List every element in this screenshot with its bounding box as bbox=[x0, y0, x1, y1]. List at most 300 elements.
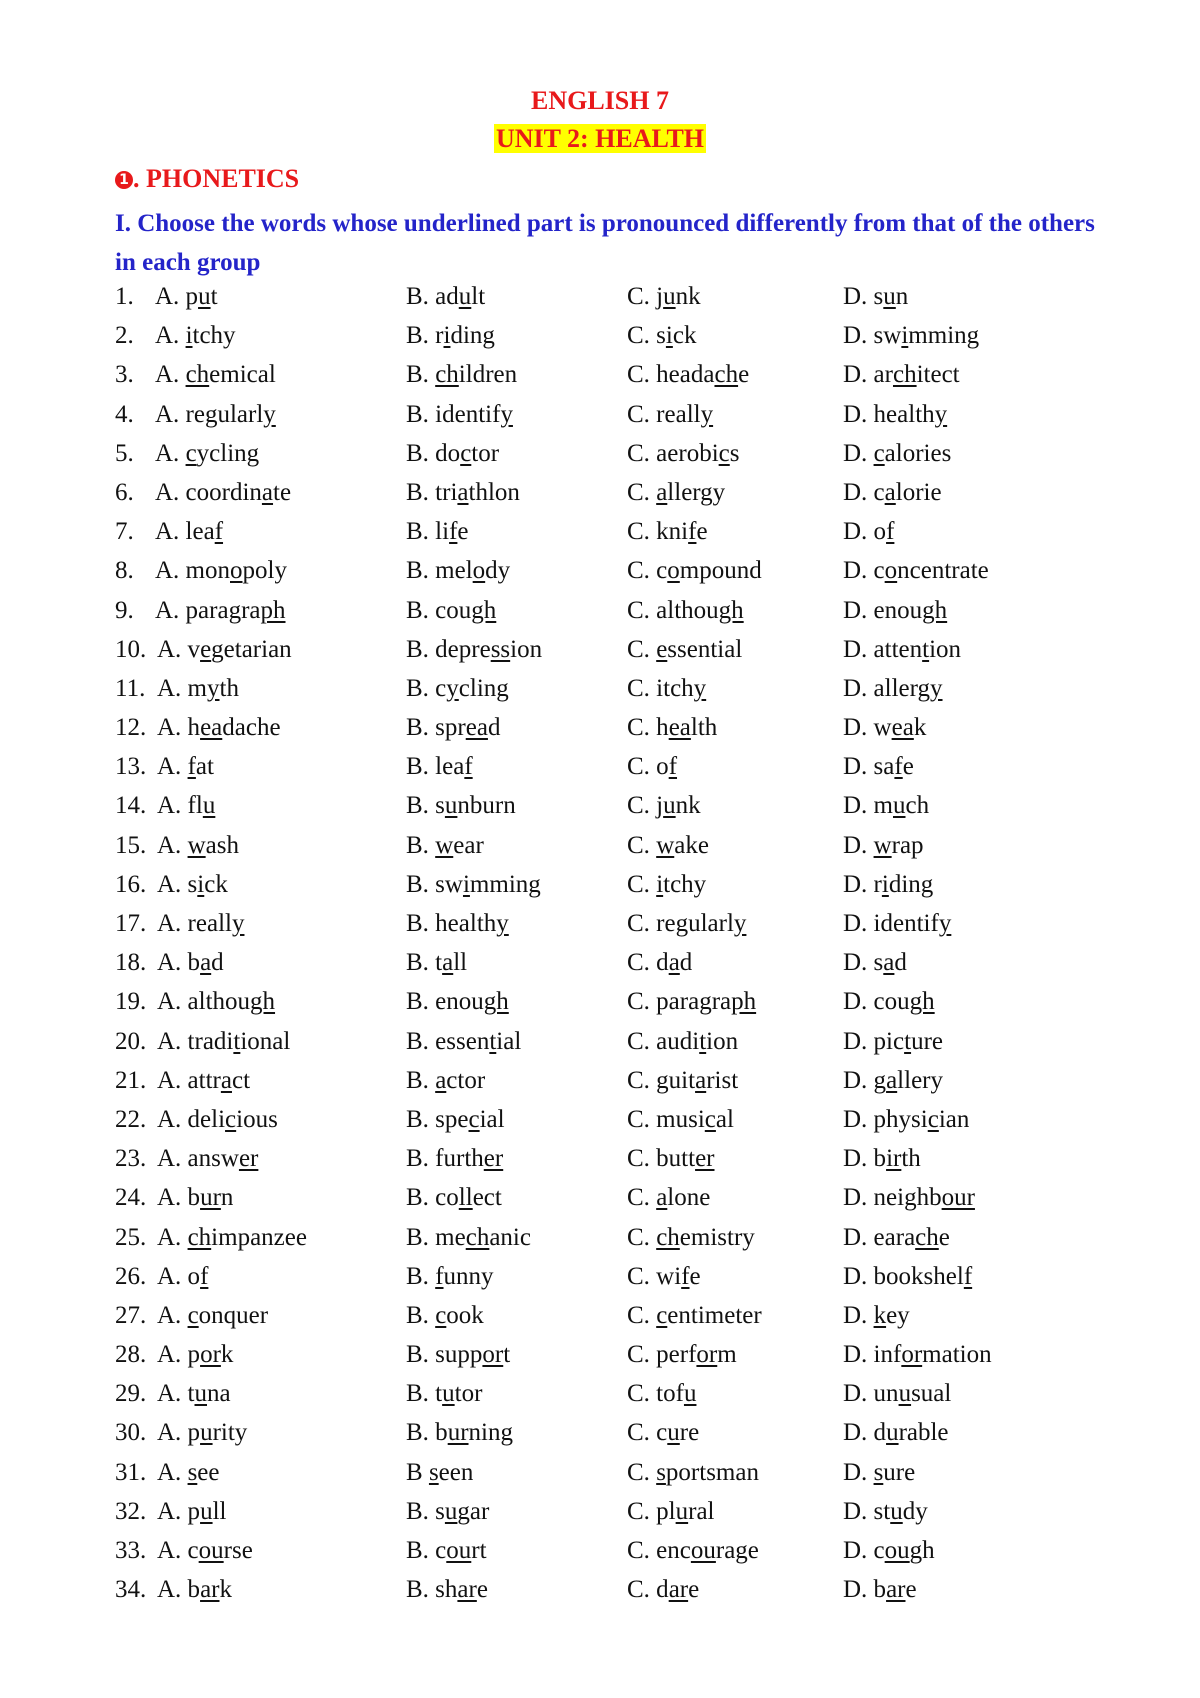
question-row bbox=[115, 1341, 1115, 1380]
underlined-part: y bbox=[500, 400, 513, 428]
underlined-part: y bbox=[700, 400, 714, 428]
underlined-part: e bbox=[200, 635, 212, 663]
underlined-part: a bbox=[656, 478, 668, 506]
option-a: A. bark bbox=[157, 1576, 232, 1604]
option-a: A. chemical bbox=[155, 361, 276, 389]
option-a: A. coordinate bbox=[155, 478, 292, 506]
underlined-part: t bbox=[489, 1027, 497, 1055]
option-c: C. compound bbox=[627, 557, 762, 585]
underlined-part: y bbox=[934, 400, 948, 428]
underlined-part: gh bbox=[922, 596, 948, 624]
option-c: C. wake bbox=[627, 831, 709, 859]
question-number: 14. bbox=[115, 792, 147, 820]
underlined-part: ar bbox=[200, 1576, 220, 1604]
option-a: A. attract bbox=[157, 1066, 251, 1094]
underlined-part: ch bbox=[714, 361, 739, 389]
underlined-part: er bbox=[483, 1145, 504, 1173]
question-number: 22. bbox=[115, 1105, 147, 1133]
circled-number-icon: 1 bbox=[115, 171, 133, 189]
underlined-part: ph bbox=[731, 988, 757, 1016]
question-row bbox=[115, 322, 1115, 361]
underlined-part: i bbox=[443, 322, 451, 350]
underlined-part: u bbox=[200, 1419, 213, 1447]
option-a: A. answer bbox=[157, 1145, 259, 1173]
underlined-part: a bbox=[261, 478, 274, 506]
option-b: B. further bbox=[406, 1145, 504, 1173]
underlined-part: ea bbox=[465, 714, 488, 742]
option-c: C. dad bbox=[627, 949, 693, 977]
underlined-part: u bbox=[883, 283, 896, 310]
question-row bbox=[115, 871, 1115, 910]
underlined-part: k bbox=[873, 1301, 887, 1329]
underlined-part: u bbox=[442, 1380, 455, 1408]
underlined-part: i bbox=[881, 870, 889, 898]
option-a: A. sick bbox=[157, 870, 228, 898]
option-c: C. sportsman bbox=[627, 1458, 759, 1486]
option-c: C. health bbox=[627, 714, 718, 742]
option-a: A. monopoly bbox=[155, 557, 287, 585]
underlined-part: ea bbox=[891, 714, 914, 742]
underlined-part: a bbox=[457, 478, 469, 506]
underlined-part: i bbox=[656, 870, 664, 898]
underlined-part: a bbox=[883, 949, 895, 977]
option-b: B. essential bbox=[406, 1027, 522, 1055]
option-a: A. delicious bbox=[157, 1105, 278, 1133]
option-a: A. chimpanzee bbox=[157, 1223, 307, 1251]
question-number: 34. bbox=[115, 1576, 147, 1604]
underlined-part: ea bbox=[668, 714, 691, 742]
option-a: A. pork bbox=[157, 1341, 234, 1369]
underlined-part: er bbox=[695, 1145, 715, 1173]
option-c: C. dare bbox=[627, 1576, 700, 1604]
option-d: D. enough bbox=[843, 596, 948, 624]
question-row bbox=[115, 1576, 1115, 1615]
underlined-part: ar bbox=[668, 1576, 689, 1604]
underlined-part: u bbox=[898, 1380, 912, 1408]
underlined-part: u bbox=[200, 1497, 213, 1525]
option-c: C. sick bbox=[627, 322, 697, 350]
option-b: B. sugar bbox=[406, 1497, 490, 1525]
option-b: B. children bbox=[406, 361, 518, 389]
underlined-part: f bbox=[214, 518, 224, 546]
question-number: 30. bbox=[115, 1419, 147, 1447]
option-a: A. conquer bbox=[157, 1301, 269, 1329]
question-number: 15. bbox=[115, 831, 147, 859]
underlined-part: ea bbox=[200, 714, 223, 742]
question-number: 4. bbox=[115, 400, 134, 428]
option-c: C. wife bbox=[627, 1262, 701, 1290]
question-number: 17. bbox=[115, 910, 147, 937]
underlined-part: f bbox=[681, 1262, 690, 1290]
option-a: A. fat bbox=[157, 753, 214, 781]
question-number: 12. bbox=[115, 714, 147, 742]
underlined-part: u bbox=[198, 283, 211, 310]
option-d: D. key bbox=[843, 1301, 910, 1329]
option-d: D. cough bbox=[843, 988, 935, 1016]
underlined-part: u bbox=[890, 1497, 903, 1525]
underlined-part: ph bbox=[260, 596, 286, 624]
underlined-part: c bbox=[185, 439, 197, 467]
underlined-part: a bbox=[442, 949, 454, 977]
underlined-part: or bbox=[200, 1341, 221, 1369]
question-row bbox=[115, 636, 1115, 675]
question-number: 32. bbox=[115, 1497, 147, 1525]
option-b: B. actor bbox=[406, 1066, 486, 1094]
underlined-part: gh bbox=[471, 596, 497, 624]
question-row bbox=[115, 283, 1115, 322]
underlined-part: ch bbox=[656, 1223, 680, 1251]
section-heading-label: . PHONETICS bbox=[133, 164, 300, 193]
question-number: 26. bbox=[115, 1262, 147, 1290]
option-c: C. although bbox=[627, 596, 744, 624]
option-c: C. tofu bbox=[627, 1380, 697, 1408]
underlined-part: f bbox=[963, 1262, 973, 1290]
underlined-part: gh bbox=[250, 988, 276, 1016]
question-number: 27. bbox=[115, 1301, 147, 1329]
option-d: D. safe bbox=[843, 753, 914, 781]
underlined-part: u bbox=[458, 283, 472, 310]
question-number: 18. bbox=[115, 949, 147, 977]
underlined-part: c bbox=[718, 439, 730, 467]
underlined-part: ur bbox=[200, 1184, 221, 1212]
option-b: B. tall bbox=[406, 949, 468, 977]
underlined-part: u bbox=[202, 792, 216, 820]
option-b: B. adult bbox=[406, 283, 486, 310]
option-b: B. melody bbox=[406, 557, 511, 585]
question-number: 5. bbox=[115, 439, 134, 467]
underlined-part: s bbox=[656, 1458, 666, 1486]
question-row bbox=[115, 1106, 1115, 1145]
option-a: A. regularly bbox=[155, 400, 276, 428]
underlined-part: f bbox=[187, 753, 196, 781]
underlined-part: o bbox=[884, 557, 898, 585]
option-a: A. paragraph bbox=[155, 596, 286, 624]
underlined-part: gh bbox=[909, 988, 935, 1016]
underlined-part: ur bbox=[447, 1419, 469, 1447]
underlined-part: c bbox=[435, 1301, 447, 1329]
option-c: C. itchy bbox=[627, 674, 707, 702]
underlined-part: ar bbox=[886, 1576, 906, 1604]
underlined-part: ir bbox=[886, 1145, 902, 1173]
question-number: 28. bbox=[115, 1341, 147, 1369]
question-row bbox=[115, 361, 1115, 400]
underlined-part: c bbox=[468, 1105, 480, 1133]
question-row bbox=[115, 1263, 1115, 1302]
option-c: C. essential bbox=[627, 635, 743, 663]
underlined-part: ch bbox=[435, 361, 459, 389]
option-c: C. of bbox=[627, 753, 678, 781]
underlined-part: or bbox=[901, 1341, 923, 1369]
option-c: C. audition bbox=[627, 1027, 739, 1055]
question-number: 3. bbox=[115, 361, 134, 389]
option-c: C. junk bbox=[627, 283, 701, 310]
option-b: B. triathlon bbox=[406, 478, 520, 506]
question-number: 11. bbox=[115, 674, 146, 702]
question-row bbox=[115, 479, 1115, 518]
underlined-part: our bbox=[941, 1184, 975, 1212]
option-d: D. much bbox=[843, 792, 930, 820]
underlined-part: y bbox=[207, 674, 220, 702]
option-a: A. course bbox=[157, 1537, 253, 1564]
underlined-part: ll bbox=[458, 1184, 473, 1212]
option-a: A. of bbox=[157, 1262, 209, 1290]
underlined-part: c bbox=[460, 439, 472, 467]
option-d: D. unusual bbox=[843, 1380, 952, 1408]
option-a: A. tuna bbox=[157, 1380, 231, 1408]
question-number: 8. bbox=[115, 557, 134, 585]
option-d: D. calorie bbox=[843, 478, 942, 506]
option-b: B. tutor bbox=[406, 1380, 483, 1408]
underlined-part: y bbox=[263, 400, 276, 428]
option-a: A. although bbox=[157, 988, 276, 1016]
underlined-part: o bbox=[472, 557, 486, 585]
question-row bbox=[115, 988, 1115, 1027]
option-a: A. purity bbox=[157, 1419, 248, 1447]
question-number: 24. bbox=[115, 1184, 147, 1212]
underlined-part: y bbox=[938, 910, 952, 937]
exercise-instruction: I. Choose the words whose underlined part is pronounced differently from that of the others in each group bbox=[115, 210, 1095, 276]
underlined-part: u bbox=[886, 1419, 899, 1447]
question-row bbox=[115, 792, 1115, 831]
question-number: 13. bbox=[115, 753, 147, 781]
underlined-part: a bbox=[200, 949, 212, 977]
option-b: B. enough bbox=[406, 988, 509, 1016]
underlined-part: gh bbox=[718, 596, 744, 624]
question-row bbox=[115, 1302, 1115, 1341]
option-d: D. physician bbox=[843, 1105, 970, 1133]
option-d: D. attention bbox=[843, 635, 962, 663]
underlined-part: or bbox=[482, 1341, 504, 1369]
underlined-part: w bbox=[435, 831, 454, 859]
underlined-part: f bbox=[435, 1262, 444, 1290]
option-d: D. wrap bbox=[843, 831, 924, 859]
option-b: B. riding bbox=[406, 322, 495, 350]
question-number: 16. bbox=[115, 870, 147, 898]
option-b: B. doctor bbox=[406, 439, 500, 467]
question-row bbox=[115, 1224, 1115, 1263]
option-c: C. junk bbox=[627, 792, 701, 820]
option-d: D. concentrate bbox=[843, 557, 989, 585]
option-c: C. plural bbox=[627, 1497, 715, 1525]
option-d: D. birth bbox=[843, 1145, 921, 1173]
option-d: D. earache bbox=[843, 1223, 950, 1251]
underlined-part: i bbox=[665, 322, 673, 350]
option-b: B. leaf bbox=[406, 753, 473, 781]
option-a: A. vegetarian bbox=[157, 635, 292, 663]
underlined-part: o bbox=[230, 557, 243, 585]
question-row bbox=[115, 1498, 1115, 1537]
underlined-part: o bbox=[667, 557, 680, 585]
underlined-part: c bbox=[927, 1105, 939, 1133]
option-c: C. centimeter bbox=[627, 1301, 762, 1329]
option-d: D. sad bbox=[843, 949, 907, 977]
option-b: B seen bbox=[406, 1458, 474, 1486]
option-b: B. funny bbox=[406, 1262, 494, 1290]
option-b: B. special bbox=[406, 1105, 505, 1133]
option-c: C. really bbox=[627, 400, 714, 428]
underlined-part: ou bbox=[884, 1537, 910, 1564]
underlined-part: t bbox=[699, 1027, 707, 1055]
question-number: 1. bbox=[115, 283, 134, 310]
option-d: D. riding bbox=[843, 870, 934, 898]
question-number: 33. bbox=[115, 1537, 147, 1564]
question-row bbox=[115, 1419, 1115, 1458]
question-row bbox=[115, 753, 1115, 792]
underlined-part: u bbox=[194, 1380, 207, 1408]
underlined-part: a bbox=[435, 1066, 447, 1094]
question-number: 21. bbox=[115, 1066, 147, 1094]
option-d: D. calories bbox=[843, 439, 952, 467]
option-d: D. bare bbox=[843, 1576, 917, 1604]
option-c: C. encourage bbox=[627, 1537, 759, 1564]
underlined-part: w bbox=[656, 831, 675, 859]
option-b: B. mechanic bbox=[406, 1223, 531, 1251]
option-b: B. cycling bbox=[406, 674, 509, 702]
underlined-part: u bbox=[444, 1497, 458, 1525]
question-row bbox=[115, 1184, 1115, 1223]
option-c: C. knife bbox=[627, 518, 708, 546]
option-d: D. weak bbox=[843, 714, 927, 742]
question-row bbox=[115, 949, 1115, 988]
option-b: B. swimming bbox=[406, 870, 541, 898]
underlined-part: f bbox=[200, 1262, 209, 1290]
option-b: B. healthy bbox=[406, 910, 509, 937]
question-row bbox=[115, 440, 1115, 479]
question-row bbox=[115, 557, 1115, 596]
underlined-part: y bbox=[693, 674, 707, 702]
underlined-part: a bbox=[220, 1066, 232, 1094]
option-a: A. flu bbox=[157, 792, 216, 820]
question-number: 9. bbox=[115, 596, 134, 624]
underlined-part: y bbox=[446, 674, 459, 702]
option-c: C. headache bbox=[627, 361, 750, 389]
underlined-part: c bbox=[656, 1301, 668, 1329]
underlined-part: ch bbox=[915, 1223, 939, 1251]
underlined-part: t bbox=[904, 1027, 912, 1055]
option-c: C. chemistry bbox=[627, 1223, 755, 1251]
option-a: A. leaf bbox=[155, 518, 224, 546]
option-b: B. sunburn bbox=[406, 792, 516, 820]
question-number: 2. bbox=[115, 322, 134, 350]
option-d: D. cough bbox=[843, 1537, 935, 1564]
question-number: 29. bbox=[115, 1380, 147, 1408]
option-a: A. put bbox=[155, 283, 218, 310]
option-b: B. depression bbox=[406, 635, 543, 663]
option-a: A. really bbox=[157, 910, 245, 937]
option-b: B. spread bbox=[406, 714, 501, 742]
underlined-part: u bbox=[663, 283, 676, 310]
option-d: D. information bbox=[843, 1341, 992, 1369]
option-d: D. study bbox=[843, 1497, 928, 1525]
question-row bbox=[115, 401, 1115, 440]
underlined-part: a bbox=[886, 1066, 898, 1094]
option-a: A. itchy bbox=[155, 322, 236, 350]
option-d: D. sun bbox=[843, 283, 909, 310]
underlined-part: i bbox=[185, 322, 193, 350]
underlined-part: a bbox=[695, 1066, 707, 1094]
underlined-part: c bbox=[873, 439, 885, 467]
underlined-part: i bbox=[901, 322, 909, 350]
question-number: 31. bbox=[115, 1458, 147, 1486]
underlined-part: u bbox=[683, 1380, 697, 1408]
underlined-part: f bbox=[894, 753, 903, 781]
option-c: C. alone bbox=[627, 1184, 711, 1212]
underlined-part: w bbox=[873, 831, 892, 859]
underlined-part: y bbox=[733, 910, 747, 937]
underlined-part: f bbox=[464, 753, 473, 781]
unit-heading-text: UNIT 2: HEALTH bbox=[495, 124, 705, 153]
underlined-part: t bbox=[233, 1027, 241, 1055]
option-d: D. neighbour bbox=[843, 1184, 975, 1212]
underlined-part: f bbox=[886, 518, 895, 546]
option-d: D. durable bbox=[843, 1419, 949, 1447]
option-b: B. cough bbox=[406, 596, 497, 624]
option-d: D. of bbox=[843, 518, 895, 546]
underlined-part: ou bbox=[446, 1537, 472, 1564]
option-c: C. itchy bbox=[627, 870, 707, 898]
question-row bbox=[115, 714, 1115, 753]
underlined-part: i bbox=[197, 870, 205, 898]
underlined-part: er bbox=[238, 1145, 259, 1173]
question-row bbox=[115, 1028, 1115, 1067]
underlined-part: y bbox=[231, 910, 245, 937]
underlined-part: e bbox=[656, 635, 668, 663]
option-a: A. headache bbox=[157, 714, 281, 742]
question-row bbox=[115, 1380, 1115, 1419]
option-b: B. burning bbox=[406, 1419, 513, 1447]
question-number: 6. bbox=[115, 478, 134, 506]
question-row bbox=[115, 675, 1115, 714]
option-c: C. guitarist bbox=[627, 1066, 739, 1094]
underlined-part: y bbox=[496, 910, 509, 937]
option-d: D. allergy bbox=[843, 674, 943, 702]
option-d: D. bookshelf bbox=[843, 1262, 973, 1290]
underlined-part: s bbox=[873, 1458, 884, 1486]
question-number: 10. bbox=[115, 635, 147, 663]
question-row bbox=[115, 910, 1115, 949]
option-c: C. perform bbox=[627, 1341, 737, 1369]
option-d: D. healthy bbox=[843, 400, 948, 428]
option-b: B. collect bbox=[406, 1184, 502, 1212]
underlined-part: s bbox=[187, 1458, 198, 1486]
underlined-part: a bbox=[656, 1184, 668, 1212]
option-b: B. court bbox=[406, 1537, 487, 1564]
underlined-part: ch bbox=[892, 361, 917, 389]
question-row bbox=[115, 832, 1115, 871]
underlined-part: u bbox=[667, 1419, 680, 1447]
option-a: A. traditional bbox=[157, 1027, 291, 1055]
underlined-part: u bbox=[444, 792, 458, 820]
option-a: A. myth bbox=[157, 674, 239, 702]
underlined-part: c bbox=[225, 1105, 237, 1133]
option-c: C. paragraph bbox=[627, 988, 757, 1016]
option-c: C. regularly bbox=[627, 910, 747, 937]
underlined-part: ar bbox=[457, 1576, 477, 1604]
underlined-part: ou bbox=[198, 1537, 224, 1564]
option-a: A. bad bbox=[157, 949, 224, 977]
option-a: A. wash bbox=[157, 831, 239, 859]
underlined-part: f bbox=[449, 518, 458, 546]
option-b: B. share bbox=[406, 1576, 488, 1604]
underlined-part: ch bbox=[465, 1223, 490, 1251]
question-row bbox=[115, 1067, 1115, 1106]
underlined-part: or bbox=[696, 1341, 718, 1369]
option-d: D. swimming bbox=[843, 322, 980, 350]
question-row bbox=[115, 1459, 1115, 1498]
underlined-part: c bbox=[704, 1105, 716, 1133]
option-c: C. cure bbox=[627, 1419, 700, 1447]
question-row bbox=[115, 1537, 1115, 1576]
